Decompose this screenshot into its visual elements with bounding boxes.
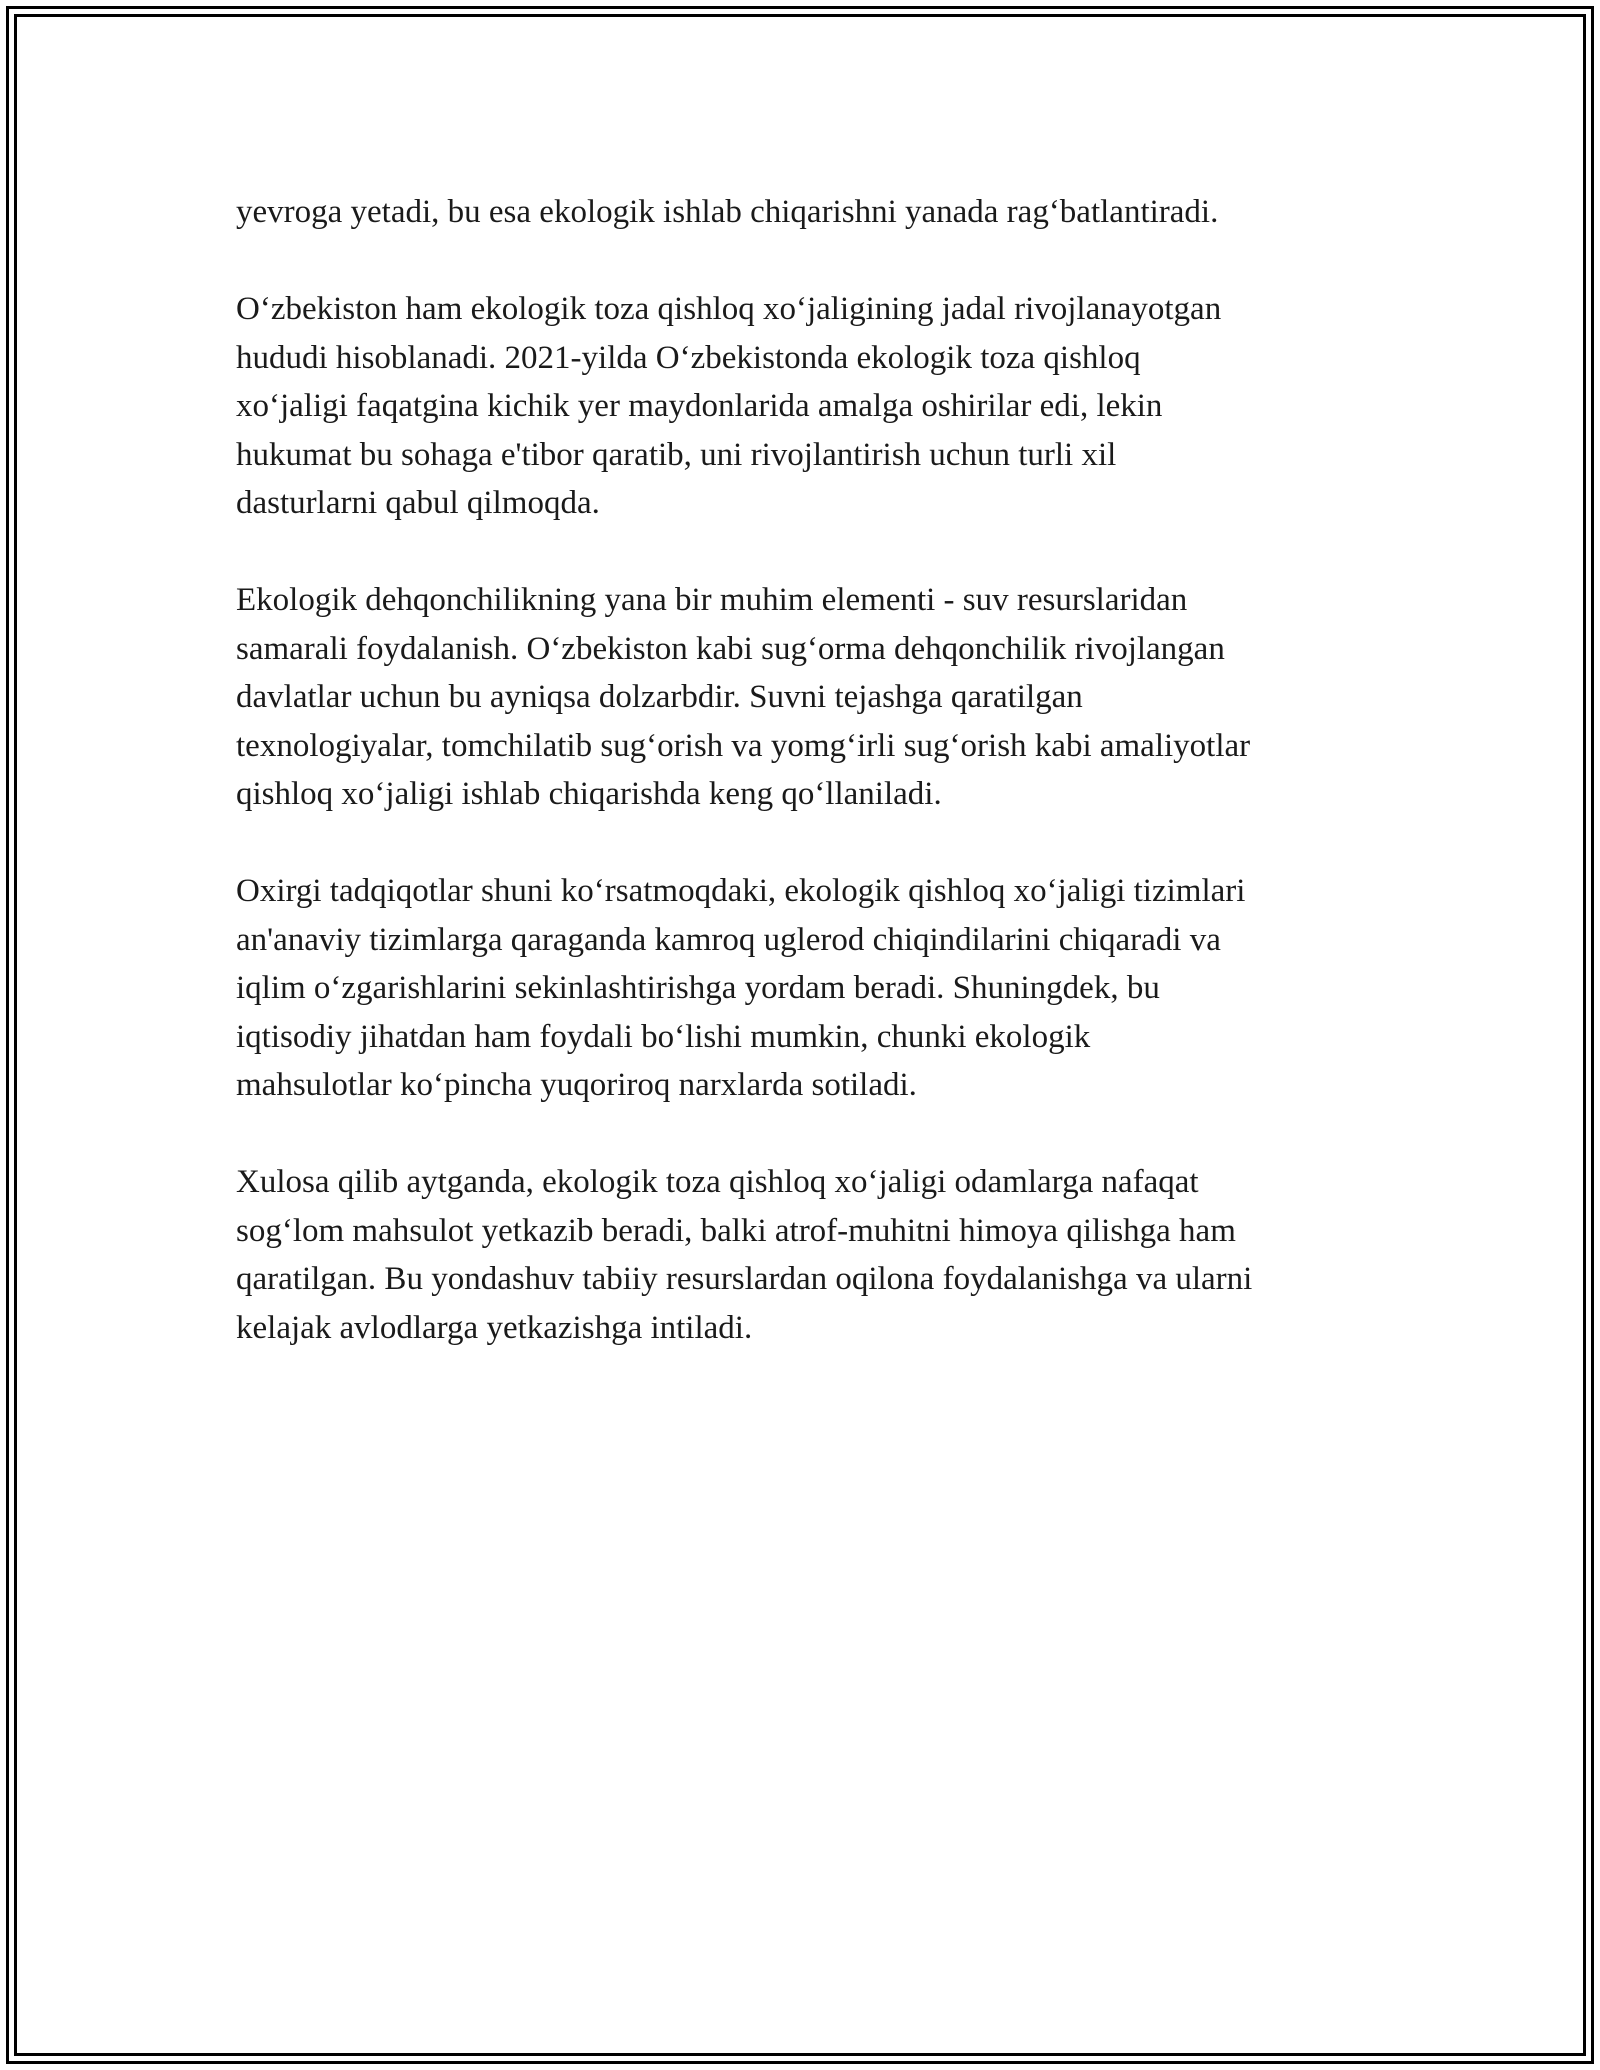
paragraph-line: qishloq xo‘jaligi ishlab chiqarishda keng qo‘llaniladi. [236, 776, 942, 812]
paragraph-line: an'anaviy tizimlarga qaraganda kamroq uglerod chiqindilarini chiqaradi va [236, 921, 1221, 958]
paragraph-line: hukumat bu sohaga e'tibor qaratib, uni rivojlantirish uchun turli xil [236, 436, 1117, 473]
paragraph-line: iqlim o‘zgarishlarini sekinlashtirishga yordam beradi. Shuningdek, bu [236, 970, 1160, 1006]
paragraph-line: xo‘jaligi faqatgina kichik yer maydonlarida amalga oshirilar edi, lekin [236, 388, 1163, 424]
paragraph-line: mahsulotlar ko‘pincha yuqoriroq narxlarda sotiladi. [236, 1067, 917, 1103]
paragraph-line: O‘zbekiston ham ekologik toza qishloq xo‘jaligining jadal rivojlanayotgan [236, 291, 1222, 327]
paragraph-5 [236, 1158, 1386, 1352]
paragraph-line: Xulosa qilib aytganda, ekologik toza qishloq xo‘jaligi odamlarga nafaqat [236, 1164, 1199, 1200]
paragraph-1 [236, 188, 1386, 237]
paragraph-3 [236, 576, 1386, 819]
paragraph-line: davlatlar uchun bu ayniqsa dolzarbdir. Suvni tejashga qaratilgan [236, 679, 1083, 715]
paragraph-line: texnologiyalar, tomchilatib sug‘orish va yomg‘irli sug‘orish kabi amaliyotlar [236, 727, 1251, 764]
paragraph-line: dasturlarni qabul qilmoqda. [236, 485, 600, 521]
paragraph-line: samarali foydalanish. O‘zbekiston kabi sug‘orma dehqonchilik rivojlangan [236, 630, 1225, 667]
document-body [236, 188, 1386, 1401]
paragraph-line: Oxirgi tadqiqotlar shuni ko‘rsatmoqdaki, ekologik qishloq xo‘jaligi tizimlari [236, 873, 1246, 909]
paragraph-line: qaratilgan. Bu yondashuv tabiiy resurslardan oqilona foydalanishga va ularni [236, 1261, 1253, 1297]
paragraph-4 [236, 867, 1386, 1110]
paragraph-line: yevroga yetadi, bu esa ekologik ishlab chiqarishni yanada rag‘batlantiradi. [236, 194, 1219, 230]
paragraph-2 [236, 285, 1386, 528]
paragraph-line: sog‘lom mahsulot yetkazib beradi, balki atrof-muhitni himoya qilishga ham [236, 1212, 1236, 1249]
paragraph-line: kelajak avlodlarga yetkazishga intiladi. [236, 1309, 753, 1346]
paragraph-line: hududi hisoblanadi. 2021-yilda O‘zbekistonda ekologik toza qishloq [236, 339, 1141, 376]
paragraph-line: iqtisodiy jihatdan ham foydali bo‘lishi mumkin, chunki ekologik [236, 1018, 1091, 1055]
paragraph-line: Ekologik dehqonchilikning yana bir muhim elementi - suv resurslaridan [236, 582, 1188, 618]
